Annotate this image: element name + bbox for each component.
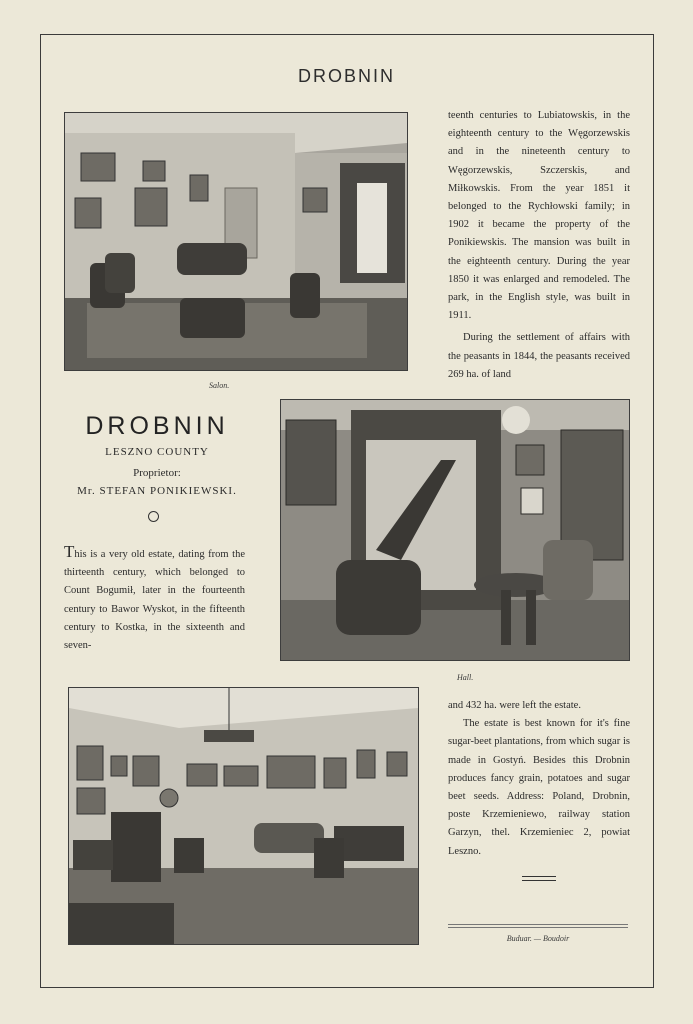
proprietor-label: Proprietor: [133, 467, 181, 479]
bottom-paragraph-1: and 432 ha. were left the estate. [448, 700, 581, 711]
circle-ornament [148, 511, 159, 522]
caption-rule-bottom [448, 927, 628, 928]
intro-text: his is a very old estate, dating from the thirteenth century, which belonged to Count Bogumił, later in the fourteenth century to Bawor Wyskot, in the fifteenth century to Kostka, in the sixteenth and seven- [64, 549, 245, 652]
boudoir-photo [68, 687, 419, 945]
salon-caption: Salon. [209, 381, 230, 390]
intro-dropcap: T [64, 542, 75, 561]
boudoir-caption: Buduar. — Boudoir [506, 934, 570, 943]
hall-caption: Hall. [457, 673, 474, 682]
proprietor-name: Mr. STEFAN PONIKIEWSKI. [77, 485, 237, 497]
intro-paragraph [64, 542, 245, 655]
double-rule-ornament [522, 876, 556, 881]
salon-photo [64, 112, 408, 371]
bottom-paragraph-2: The estate is best known for it's fine sugar-beet plantations, from which sugar is made in Gostyń. Besides this Drobnin produces fancy grain, potatoes and sugar beet seeds. Address: Poland, Drobnin, poste Krzemieniewo, railway station Garzyn, thel. Krzemieniec 2, powiat Leszno. [448, 718, 630, 857]
page-title: DROBNIN [297, 66, 395, 86]
estate-county: LESZNO COUNTY [105, 446, 209, 458]
bottom-text-column [448, 697, 630, 861]
top-text-column [448, 107, 630, 384]
hall-photo [280, 399, 630, 661]
top-paragraph-2: During the settlement of affairs with the peasants in 1844, the peasants received 269 ha. of land [448, 332, 630, 380]
estate-name: DROBNIN [85, 412, 229, 440]
top-paragraph-1: teenth centuries to Lubiatowskis, in the eighteenth century to the Węgorzewskis and in the nineteenth century to Węgorzewskis, Szczerskis, and Miłkowskis. From the year 1851 it belonged to the Rychłowski family; in 1902 it became the property of the Ponikiewskis. The mansion was built in the eighteenth century. During the year 1850 it was enlarged and remodeled. The park, in the English style, was built in 1911. [448, 110, 630, 322]
caption-rule-top [448, 924, 628, 925]
